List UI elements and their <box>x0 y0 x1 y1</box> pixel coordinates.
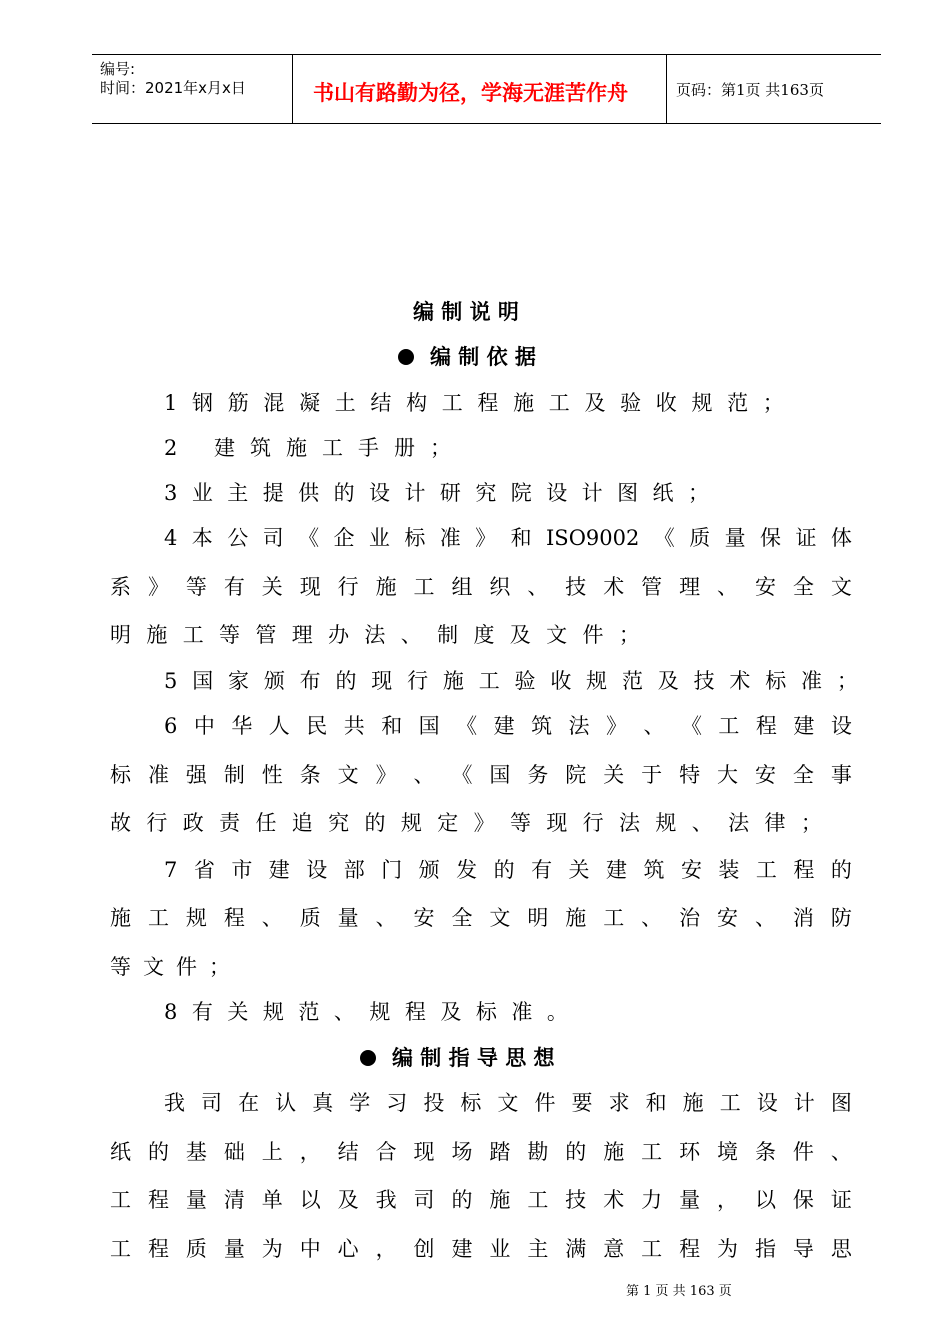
list-item: 5 国 家 颁 布 的 现 行 施 工 验 收 规 范 及 技 术 标 准 ； <box>164 669 858 693</box>
list-item: 2 建筑施工手册； <box>164 436 467 460</box>
page-footer: 第 1 页 共 163 页 <box>626 1284 732 1299</box>
page-header <box>92 54 881 124</box>
list-item: 1 钢 筋 混 凝 土 结 构 工 程 施 工 及 验 收 规 范 ； <box>164 391 784 415</box>
header-page-info: 页码：第1页 共163页 <box>676 81 824 99</box>
list-item: 明 施 工 等 管 理 办 法 、 制 度 及 文 件 ； <box>110 623 640 647</box>
bullet-icon <box>398 349 414 365</box>
section-heading-guidance <box>360 1044 555 1072</box>
list-item: 标 准 强 制 性 条 文 》 、 《 国 务 院 关 于 特 大 安 全 事 <box>110 763 852 787</box>
document-time-label: 时间：2021年x月x日 <box>100 79 246 97</box>
list-item: 7 省 市 建 设 部 门 颁 发 的 有 关 建 筑 安 装 工 程 的 <box>164 858 852 882</box>
paragraph-line: 工 程 量 清 单 以 及 我 司 的 施 工 技 术 力 量 ， 以 保 证 <box>110 1188 852 1212</box>
paragraph-line: 工 程 质 量 为 中 心 ， 创 建 业 主 满 意 工 程 为 指 导 思 <box>110 1237 852 1261</box>
header-motto: 书山有路勤为径，学海无涯苦作舟 <box>313 81 628 105</box>
section-heading-basis <box>398 343 536 371</box>
document-title: 编 制 说 明 <box>413 299 519 324</box>
document-number-label: 编号: <box>100 60 136 78</box>
list-item: 施 工 规 程 、 质 量 、 安 全 文 明 施 工 、 治 安 、 消 防 <box>110 906 852 930</box>
list-item: 3 业 主 提 供 的 设 计 研 究 院 设 计 图 纸 ； <box>164 481 709 505</box>
header-motto-cell <box>293 55 667 123</box>
list-item: 4 本 公 司 《 企 业 标 准 》 和 ISO9002 《 质 量 保 证 体 <box>164 526 852 550</box>
paragraph-line: 纸 的 基 础 上 ， 结 合 现 场 踏 勘 的 施 工 环 境 条 件 、 <box>110 1140 852 1164</box>
list-item: 系 》 等 有 关 现 行 施 工 组 织 、 技 术 管 理 、 安 全 文 <box>110 575 852 599</box>
list-item: 6 中 华 人 民 共 和 国 《 建 筑 法 》 、 《 工 程 建 设 <box>164 714 852 738</box>
bullet-icon <box>360 1050 376 1066</box>
header-page-cell <box>667 55 881 123</box>
header-meta-cell <box>92 55 293 123</box>
paragraph-line: 我 司 在 认 真 学 习 投 标 文 件 要 求 和 施 工 设 计 图 <box>164 1091 852 1115</box>
section-heading-text: 编 制 指 导 思 想 <box>392 1045 555 1070</box>
section-heading-text: 编 制 依 据 <box>430 344 536 369</box>
list-item: 等 文 件 ； <box>110 955 230 979</box>
list-item: 故 行 政 责 任 追 究 的 规 定 》 等 现 行 法 规 、 法 律 ； <box>110 811 822 835</box>
list-item: 8 有 关 规 范 、 规 程 及 标 准 。 <box>164 1000 568 1024</box>
